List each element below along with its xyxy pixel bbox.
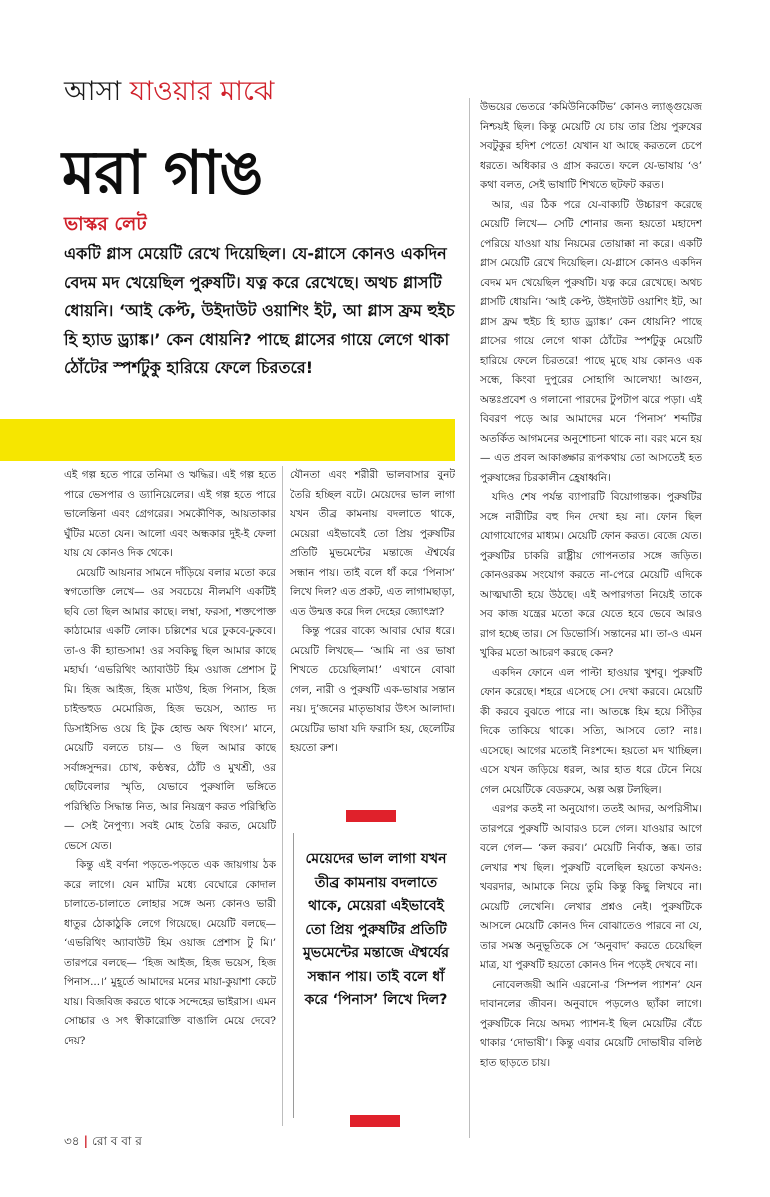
body-column-1 bbox=[64, 466, 276, 1126]
section-label-part2: যাওয়ার মাঝে bbox=[129, 76, 275, 107]
paragraph: উভয়ের ভেতরে ‘কমিউনিকেটিভ’ কোনও ল্যাঙ্গুয়েজ নিশ্চয়ই ছিল। কিন্তু মেয়েটি যে চায় তার প্রিয় পুরুষের সবটুকুর হদিশ পেতে! যেখান যা আছে করতলে চেপে ধরতে। অধিকার ও গ্রাস করতে। ফলে যে-ভাষায় ‘ও’ কথা বলত, সেই ভাষাটি শিখতে ছটফট করত। bbox=[480, 101, 702, 191]
paragraph: একদিন ফোনে এল পাল্টা হাওয়ার খুশবু। পুরুষটি ফোন করেছে। শহরে এসেছে সে। দেখা করবে। মেয়েটি কী করবে বুঝতে পারে না। আতঙ্কে হিম হয়ে সিঁড়ির দিকে তাকিয়ে থাকে। সত্যি, আসবে তো? নাঃ। এসেছে। আগের মতোই নিঃশব্দে। হয়তো মদ খাচ্ছিল। এসে যখন জড়িয়ে ধরল, আর হাত ধরে টেনে নিয়ে গেল মেয়েটিকে বেডরুমে, অল্প অল্প টলছিল। bbox=[480, 666, 702, 796]
body-column-2 bbox=[290, 466, 455, 786]
yellow-band bbox=[0, 419, 455, 461]
paragraph: মেয়েটি আয়নার সামনে দাঁড়িয়ে বলার মতো করে স্বগতোক্তি লেখে— ওর সবচেয়ে নীলমণি একটিই ছবি তো ছিল আমার কাছে। লম্বা, ফরসা, শক্তপোক্ত কাঠামোর একটি লোক। চল্লিশের ঘরে ঢুকবে-ঢুকবে। তা-ও কী হ্যান্ডসাম! ওর সবকিছু ছিল আমার কাছে মহার্ঘ। ‘এভরিথিং অ্যাবাউট হিম ওয়াজ প্রেশাস টু মি। হিজ আইজ, হিজ মাউথ, হিজ পিনাস, হিজ চাইল্ডহুড মেমোরিজ, হিজ ভয়েস, অ্যান্ড দ্য ডিসাইসিভ ওয়ে হি টুক হোল্ড অফ থিংস।’ মানে, মেয়েটি বলতে চায়— ও ছিল আমার কাছে সর্বাঙ্গসুন্দর। চোখ, কণ্ঠস্বর, ঠোঁট ও মুখশ্রী, ওর ছেটিবেলার স্মৃতি, যেভাবে পুরুষালি ভঙ্গিতে পরিস্থিতি সিদ্ধান্ত নিত, আর নিয়ন্ত্রণ করত পরিস্থিতি— সেই নৈপুণ্য। সবই মোহ তৈরি করত, মেয়েটি ভেসে যেত। bbox=[64, 566, 276, 852]
column-divider bbox=[469, 98, 470, 1138]
paragraph: নোবেলজয়ী আনি এরনো-র ‘সিম্পল প্যাশন’ যেন দাবানলের জীবন। অনুবাদে পড়লেও ছ্যাঁকা লাগে। পুরুষটিকে নিয়ে অদম্য প্যাশন-ই ছিল মেয়েটির বেঁচে থাকার ‘দোভাষী’। কিন্তু এবার মেয়েটি দোভাষীর বলিষ্ঠ হাত ছাড়তে চায়। bbox=[480, 978, 702, 1069]
pull-quote: মেয়েদের ভাল লাগা যখন তীব্র কামনায় বদলাতে থাকে, মেয়েরা এইভাবেই তো প্রিয় পুরুষটির প্রতিটি মুভমেন্টের মন্তাজে ঐশ্বর্যের সন্ধান পায়। তাই বলে ধাঁ করে ‘পিনাস’ লিখে দিল? bbox=[303, 851, 449, 1008]
paragraph: যদিও শেষ পর্যন্ত ব্যাপারটি বিয়োগান্তক। পুরুষটির সঙ্গে নারীটির বহু দিন দেখা হয় না। ফোন ছিল যোগাযোগের মাধ্যম। মেয়েটি ফোন করত। বেজে যেত। পুরুষটির চাকরি রাষ্ট্রীয় গোপনতার সঙ্গে জড়িত। কোনওরকম সংযোগ করতে না-পেরে মেয়েটি এদিকে আত্মঘাতী হয়ে উঠছে। এই অপারগতা নিয়েই তাকে সব কাজ যন্ত্রের মতো করে যেতে হবে ভেবে আরও রাগ হচ্ছে তার। সে ডিভোর্সি। সন্তানের মা। তা-ও এমন খুকির মতো আচরণ করছে কেন? bbox=[480, 491, 702, 659]
paragraph: এই গল্প হতে পারে তনিমা ও ঋদ্ধির। এই গল্প হতে পারে ভেসপার ও ড্যানিয়েলের। এই গল্প হতে পারে ভালেন্তিনা এবং গ্রেগরের। সমকৌণিক, আয়তাকার ঘুঁটির মতো যেন। আলো এবং অন্ধকার দুই-ই ফেলা যায় যে কোনও দিক থেকে। bbox=[64, 469, 276, 559]
paragraph: এরপর কতই না অনুযোগ। ততই আদর, অপরিসীম। তারপরে পুরুষটি আবারও চলে গেল। যাওয়ার আগে বলে গেল— ‘কল করব।’ মেয়েটি নির্বাক, স্তব্ধ। তার লেখার শখ ছিল। পুরুষটি বলেছিল হয়তো কখনও: খবরদার, আমাকে নিয়ে তুমি কিন্তু কিছু লিখবে না। মেয়েটি লেখেনি। লেখার প্রশ্নও নেই। পুরুষটিকে আসলে মেয়েটি কোনও দিন বোঝাতেও পারবে না যে, তার সমস্ত অনুভূতিকে সে ‘অনুবাদ’ করতে চেয়েছিল মাত্র, যা পুরুষটি হয়তো কোনও দিন পড়েই দেখবে না। bbox=[480, 803, 702, 971]
paragraph: যৌনতা এবং শরীরী ভালবাসার বুনট তৈরি হচ্ছিল বটে। মেয়েদের ভাল লাগা যখন তীব্র কামনায় বদলাতে থাকে, মেয়েরা এইভাবেই তো প্রিয় পুরুষটির প্রতিটি মুভমেন্টের মন্তাজে ঐশ্বর্যের সন্ধান পায়। তাই বলে ধাঁ করে ‘পিনাস’ লিখে দিল? এত প্রকট, এত লাগামছাড়া, এত উন্মত্ত করে দিল দেহের জ্যোৎস্না? bbox=[290, 469, 455, 618]
page-number: ৩৪ bbox=[64, 1134, 80, 1148]
paragraph: আর, এর ঠিক পরে যে-বাক্যটি উচ্চারণ করেছে মেয়েটি লিখে— সেটি শোনার জন্য হয়তো মহাদেশ পেরিয়ে যাওয়া যায় নিয়মের তোয়াক্কা না করে। একটি গ্লাস মেয়েটি রেখে দিয়েছিল। যে-গ্লাসে কোনও একদিন বেদম মদ খেয়েছিল পুরুষটি। যত্ন করে রেখেছে। অথচ গ্লাসটি ধোয়নি। ‘আই কেপ্ট, উইদাউট ওয়াশিং ইট, আ গ্লাস ফ্রম হুইচ হি হ্যাড ড্র্যাঙ্ক।’ কেন ধোয়নি? পাছে গ্লাসের গায়ে লেগে থাকা ঠোঁটের স্পর্শটুকু মেয়েটি হারিয়ে ফেলে চিরতরে! পাছে মুছে যায় কোনও এক সন্ধে, কিংবা দুপুরের সোহাগি আলেখ্য! আগুন, অন্তঃপ্রবেশ ও গলানো পারদের টুপটাপ ঝরে পড়া। এই বিবরণ পড়ে আর আমাদের মনে ‘পিনাস’ শব্দটির অতর্কিত আগমনের অনুশোচনা থাকে না। বরং মনে হয়— এত প্রবল আকাঙ্ক্ষার রূপকথায় তো আসতেই হত পুরুষাঙ্গের চিরকালীন হ্রেষাধ্বনি। bbox=[480, 198, 702, 484]
section-label-part1: আসা bbox=[64, 76, 122, 107]
page-footer bbox=[64, 1133, 142, 1153]
column-divider bbox=[282, 466, 283, 1126]
pull-quote-marker-bottom bbox=[350, 1115, 400, 1127]
pull-quote-marker-top bbox=[346, 810, 396, 822]
section-label bbox=[64, 74, 274, 110]
byline: ভাস্কর লেট bbox=[64, 213, 147, 235]
footer-separator: | bbox=[83, 1134, 88, 1148]
paragraph: কিন্তু পরের বাক্যে আবার ঘোর ধরে। মেয়েটি লিখছে— ‘আমি না ওর ভাষা শিখতে চেয়েছিলাম!’ এখানে বোঝা গেল, নারী ও পুরুষটি এক-ভাষার সন্তান নয়। দু’জনের মাতৃভাষার উৎস আলাদা। মেয়েটির ভাষা যদি ফরাসি হয়, ছেলেটির হয়তো রুশ। bbox=[290, 625, 455, 754]
headline: মরা গাঙ bbox=[62, 138, 263, 208]
body-column-3 bbox=[480, 98, 702, 1138]
intro-paragraph: একটি গ্লাস মেয়েটি রেখে দিয়েছিল। যে-গ্লাসে কোনও একদিন বেদম মদ খেয়েছিল পুরুষটি। যত্ন করে রেখেছে। অথচ গ্লাসটি ধোয়নি। ‘আই কেপ্ট, উইদাউট ওয়াশিং ইট, আ গ্লাস ফ্রম হুইচ হি হ্যাড ড্র্যাঙ্ক।’ কেন ধোয়নি? পাছে গ্লাসের গায়ে লেগে থাকা ঠোঁটের স্পর্শটুকু হারিয়ে ফেলে চিরতরে! bbox=[64, 244, 455, 378]
magazine-name: রো ব বা র bbox=[91, 1134, 142, 1148]
paragraph: কিন্তু এই বর্ণনা পড়তে-পড়তে এক জায়গায় ঠক করে লাগে। যেন মাটির মধ্যে বেঘোরে কোদাল চালাতে-চালাতে লোহার সঙ্গে অন্য কোনও ভারী ধাতুর ঠোকাঠুকি লেগে গিয়েছে। মেয়েটি বলছে— ‘এভরিথিং অ্যাবাউট হিম ওয়াজ প্রেশাস টু মি।’ তারপরে বলছে— ‘হিজ আইজ, হিজ ভয়েস, হিজ পিনাস...।’ মুহূর্তে আমাদের মনের মায়া-কুয়াশা কেটে যায়। বিজবিজ করতে থাকে সন্দেহের ভাইরাস। এমন সোচ্চার ও সৎ স্বীকারোক্তি বাঙালি মেয়ে দেবে? দেয়? bbox=[64, 859, 276, 1047]
